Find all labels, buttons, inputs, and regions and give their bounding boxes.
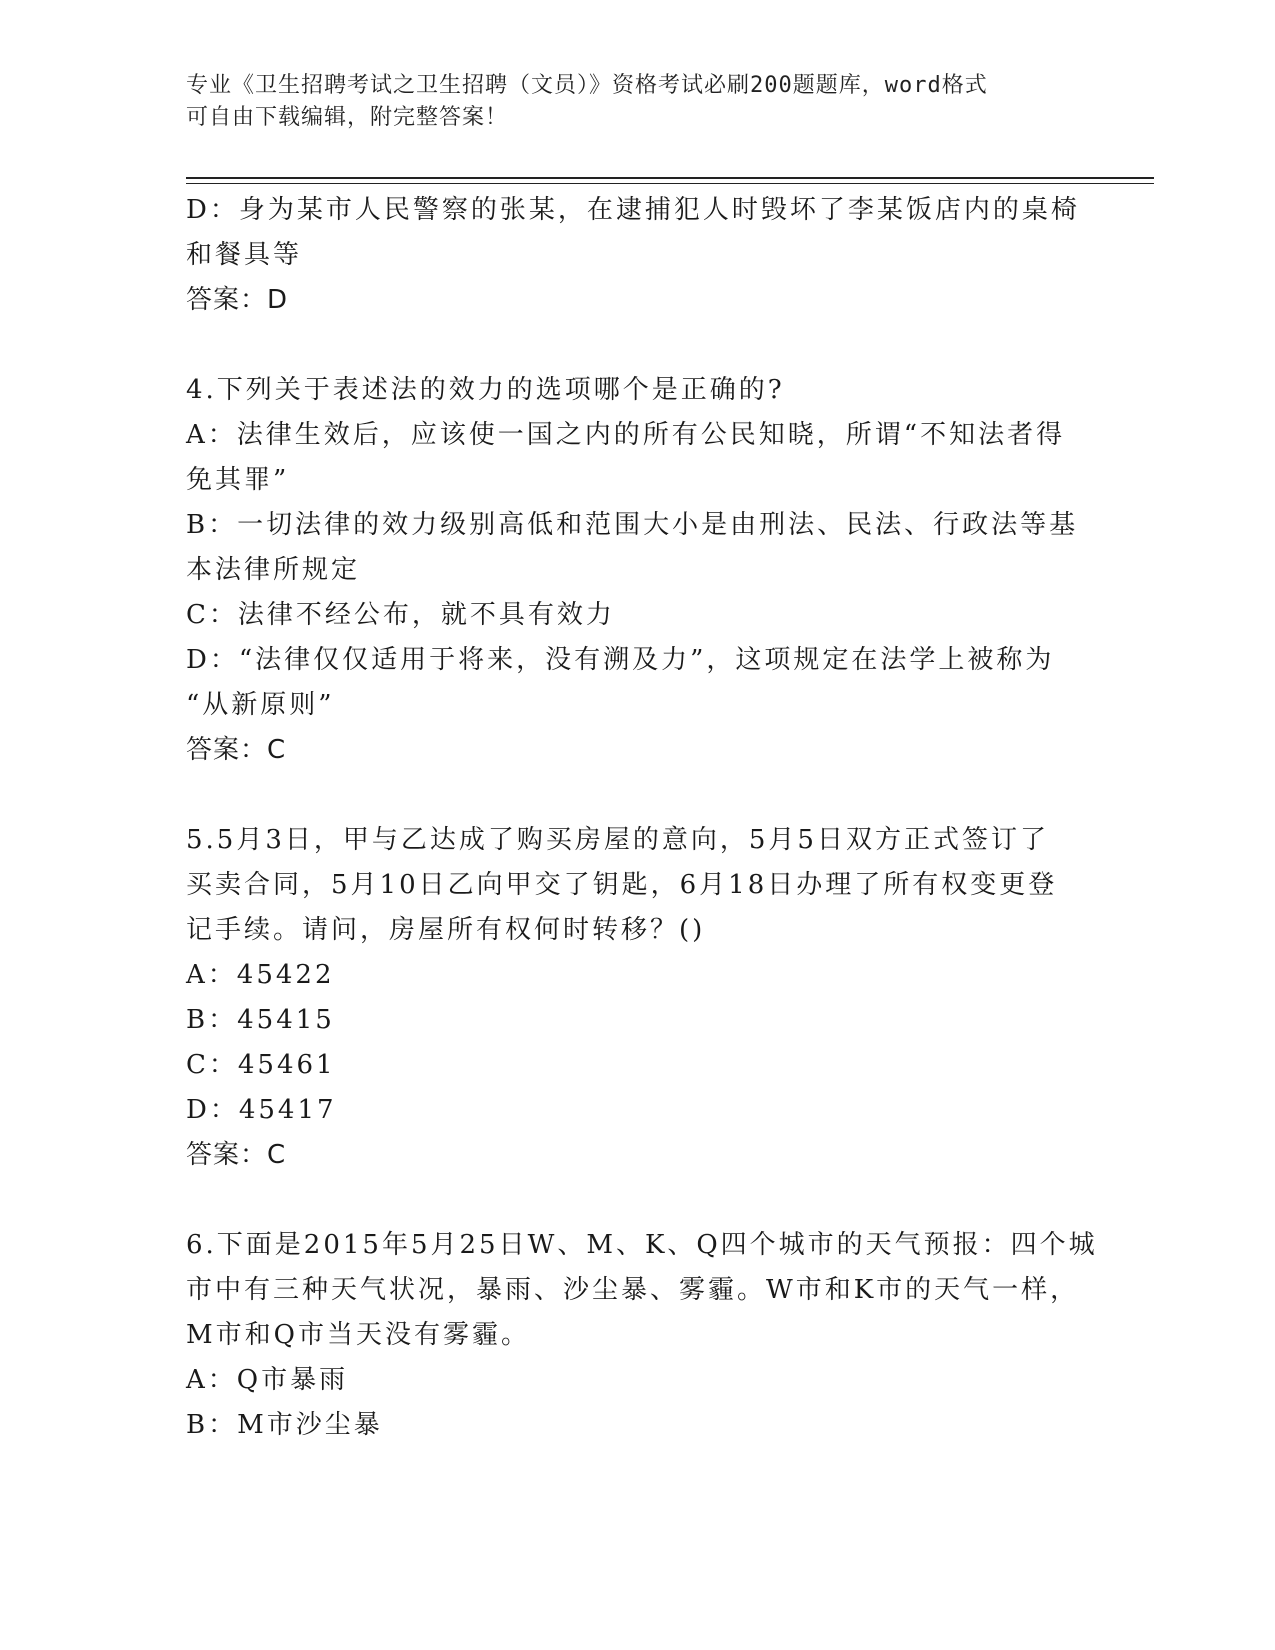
question-stem-line-1: 5.5月3日，甲与乙达成了购买房屋的意向，5月5日双方正式签订了 [186, 825, 1049, 855]
option-c: C：法律不经公布，就不具有效力 [186, 600, 615, 630]
option-d-line-2: 和餐具等 [186, 240, 303, 270]
header-line-2: 可自由下载编辑，附完整答案！ [186, 105, 509, 130]
question-stem-line-1: 6.下面是2015年5月25日W、M、K、Q四个城市的天气预报：四个城 [186, 1230, 1098, 1260]
option-d-line-1: D：身为某市人民警察的张某，在逮捕犯人时毁坏了李某饭店内的桌椅 [186, 195, 1080, 225]
question-stem: 4.下列关于表述法的效力的选项哪个是正确的? [186, 375, 785, 405]
document-header [186, 70, 1086, 134]
header-rule-thin [186, 183, 1154, 184]
answer-line: 答案：C [186, 1140, 287, 1170]
option-c: C：45461 [186, 1050, 336, 1080]
header-line-1: 专业《卫生招聘考试之卫生招聘（文员）》资格考试必刷200题题库，word格式 [186, 73, 988, 98]
option-b: B：M市沙尘暴 [186, 1410, 383, 1440]
option-d-line-1: D：“法律仅仅适用于将来，没有溯及力”，这项规定在法学上被称为 [186, 645, 1055, 675]
header-rule-thick [186, 177, 1154, 179]
option-a: A：45422 [186, 960, 335, 990]
document-body [186, 188, 1098, 1448]
answer-line: 答案：D [186, 285, 289, 315]
option-d-line-2: “从新原则” [186, 690, 335, 720]
answer-line: 答案：C [186, 735, 287, 765]
option-b-line-1: B：一切法律的效力级别高低和范围大小是由刑法、民法、行政法等基 [186, 510, 1079, 540]
question-5 [186, 818, 1086, 1178]
option-a: A：Q市暴雨 [186, 1365, 349, 1395]
spacer [186, 773, 1086, 818]
question-stem-line-3: 记手续。请问，房屋所有权何时转移？() [186, 915, 706, 945]
option-a-line-1: A：法律生效后，应该使一国之内的所有公民知晓，所谓“不知法者得 [186, 420, 1066, 450]
question-stem-line-2: 市中有三种天气状况，暴雨、沙尘暴、雾霾。W市和K市的天气一样， [186, 1275, 1080, 1305]
spacer [186, 1178, 1086, 1223]
question-4 [186, 368, 1086, 773]
spacer [186, 323, 1086, 368]
question-3-tail [186, 188, 1086, 323]
question-6 [186, 1223, 1098, 1448]
option-b: B：45415 [186, 1005, 335, 1035]
option-b-line-2: 本法律所规定 [186, 555, 361, 585]
option-a-line-2: 免其罪” [186, 465, 290, 495]
option-d: D：45417 [186, 1095, 337, 1125]
question-stem-line-3: M市和Q市当天没有雾霾。 [186, 1320, 530, 1350]
question-stem-line-2: 买卖合同，5月10日乙向甲交了钥匙，6月18日办理了所有权变更登 [186, 870, 1058, 900]
